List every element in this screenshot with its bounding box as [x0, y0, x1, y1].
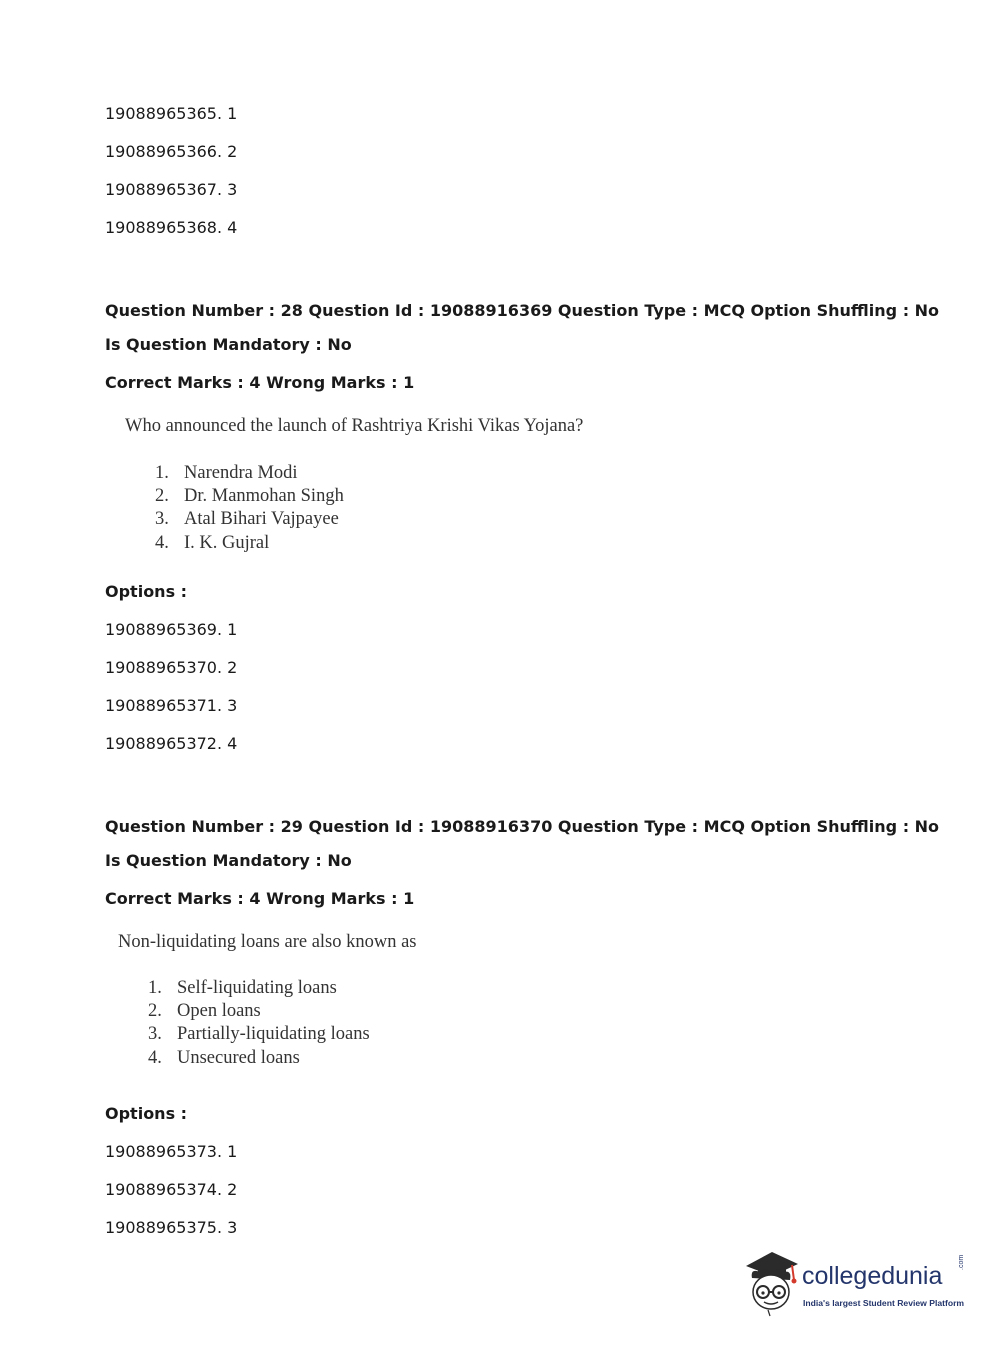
answer-choice: 4. Unsecured loans	[148, 1047, 300, 1068]
question-mandatory: Is Question Mandatory : No	[105, 851, 352, 870]
option-id: 19088965368. 4	[105, 218, 238, 237]
option-id: 19088965374. 2	[105, 1180, 238, 1199]
option-id: 19088965365. 1	[105, 104, 238, 123]
option-id: 19088965369. 1	[105, 620, 238, 639]
answer-choice: 4. I. K. Gujral	[155, 532, 270, 553]
answer-choice: 2. Open loans	[148, 1001, 261, 1022]
options-label: Options :	[105, 582, 188, 601]
question-mandatory: Is Question Mandatory : No	[105, 335, 352, 354]
option-id: 19088965375. 3	[105, 1218, 238, 1237]
mascot-icon	[742, 1248, 802, 1320]
question-text: Who announced the launch of Rashtriya Krishi Vikas Yojana?	[125, 416, 584, 436]
logo-tagline: India's largest Student Review Platform	[803, 1298, 965, 1308]
answer-choice: 2. Dr. Manmohan Singh	[155, 486, 344, 507]
option-id: 19088965372. 4	[105, 734, 238, 753]
option-id: 19088965366. 2	[105, 142, 238, 161]
logo-domain-suffix: .com	[958, 1254, 965, 1270]
answer-choice: 1. Narendra Modi	[155, 463, 298, 483]
collegedunia-logo	[742, 1248, 972, 1320]
question-text: Non-liquidating loans are also known as	[118, 932, 417, 952]
question-marks: Correct Marks : 4 Wrong Marks : 1	[105, 889, 415, 908]
options-label: Options :	[105, 1104, 188, 1123]
answer-choice: 3. Atal Bihari Vajpayee	[155, 509, 339, 530]
answer-choices	[148, 977, 370, 1070]
question-header: Question Number : 29 Question Id : 19088916370 Question Type : MCQ Option Shuffling : No	[105, 817, 940, 836]
question-marks: Correct Marks : 4 Wrong Marks : 1	[105, 373, 415, 392]
option-id: 19088965371. 3	[105, 696, 238, 715]
logo-wordmark: collegedunia	[802, 1262, 943, 1290]
question-header: Question Number : 28 Question Id : 19088916369 Question Type : MCQ Option Shuffling : No	[105, 301, 940, 320]
option-id: 19088965367. 3	[105, 180, 238, 199]
answer-choices	[155, 462, 344, 555]
answer-choice: 3. Partially-liquidating loans	[148, 1024, 370, 1045]
answer-choice: 1. Self-liquidating loans	[148, 978, 337, 998]
option-id: 19088965373. 1	[105, 1142, 238, 1161]
option-id: 19088965370. 2	[105, 658, 238, 677]
